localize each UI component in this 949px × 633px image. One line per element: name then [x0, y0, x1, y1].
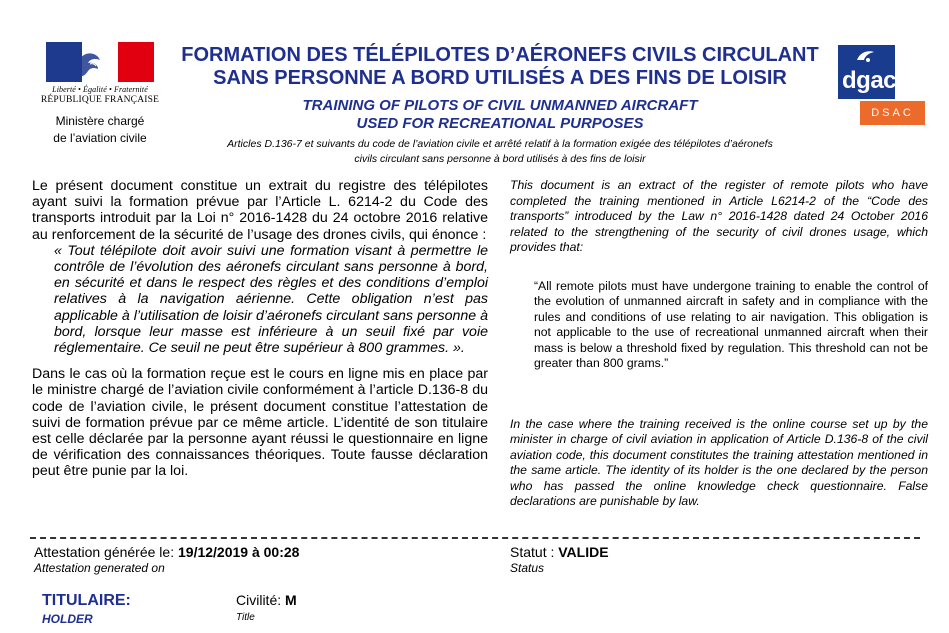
- civility-label-en: Title: [236, 612, 255, 623]
- page-title-en: [170, 97, 830, 133]
- ministry-name: [40, 113, 160, 147]
- ministry-line-2: de l’aviation civile: [53, 131, 147, 145]
- republique-francaise-logo: [40, 42, 160, 147]
- civility: [236, 592, 297, 608]
- french-quote: « Tout télépilote doit avoir suivi une formation visant à permettre le contrôle de l’évolution des aéronefs circulant sans personne à bord, en sécurité et dans le respect des règles et des conditions d’emploi relatives à la navigation aérienne. Cette obligation n’est pas applicable à l’utilisation de loisir d’aéronefs circulant sans personne à bord, lorsque leur masse est inférieure à un seuil fixé par voie réglementaire. Ce seuil ne peut être supérieur à 800 grammes. ».: [54, 242, 488, 357]
- attestation-label: Attestation générée le:: [34, 544, 175, 560]
- civility-label: Civilité:: [236, 592, 282, 608]
- republic-name: RÉPUBLIQUE FRANÇAISE: [40, 95, 160, 105]
- dgac-wing-icon: [854, 48, 878, 66]
- english-quote: “All remote pilots must have undergone training to enable the control of the evolution of unmanned aircraft in safety and in compliance with the rules and conditions of use relating to air navigation. This obligation is not applicable to the use of recreational unmanned aircraft when their mass is below a threshold fixed by regulation. This threshold can not be greater than 800 grams.”: [534, 278, 928, 370]
- status: [510, 544, 609, 560]
- title-en-line-2: USED FOR RECREATIONAL PURPOSES: [356, 115, 644, 132]
- attestation-label-en: Attestation generated on: [34, 561, 165, 575]
- ministry-line-1: Ministère chargé: [55, 114, 145, 128]
- status-label-en: Status: [510, 561, 545, 575]
- english-intro: This document is an extract of the register of remote pilots who have completed the training mentioned in Article L6214-2 of the “Code des transports” introduced by the Law n° 2016-1428 dated 24 October 2016 related to the strengthening of the security of civil drones usage, which provides that:: [510, 178, 928, 254]
- civility-value: M: [285, 592, 297, 608]
- english-column: [510, 178, 928, 510]
- french-paragraph-2: Dans le cas où la formation reçue est le cours en ligne mis en place par le ministre chargé de l’aviation civile conformément à l’article D.136-8 du code de l’aviation civile, le présent document constitue l’attestation de suivi de formation prévue par ce même article. L’identité de son titulaire est celle déclarée par la personne ayant réussi le questionnaire en ligne de vérification des connaissances théoriques. Toute fausse déclaration peut être punie par la loi.: [32, 366, 488, 480]
- page-title-fr: [170, 44, 830, 90]
- status-label: Statut :: [510, 544, 555, 560]
- dsac-badge: DSAC: [860, 101, 925, 125]
- title-en-line-1: TRAINING OF PILOTS OF CIVIL UNMANNED AIRCRAFT: [302, 97, 698, 114]
- reference-line-2: civils circulant sans personne à bord utilisés à des fins de loisir: [354, 153, 646, 165]
- english-paragraph-2: In the case where the training received is the online course set up by the minister in charge of civil aviation in application of Article D.136-8 of the civil aviation code, this document constitutes the training attestation mentioned in the same article. The identity of its holder is the one declared by the person who has passed the online knowledge check questionnaire. False declarations are punishable by law.: [510, 416, 928, 508]
- marianne-flag-icon: [46, 42, 154, 82]
- dgac-logo: [838, 45, 925, 125]
- french-intro: Le présent document constitue un extrait du registre des télépilotes ayant suivi la formation prévue par l’Article L. 6214-2 du Code des transports introduit par la Loi n° 2016-1428 du 24 octobre 2016 relative au renforcement de la sécurité de l’usage des drones civils, qui énonce :: [32, 178, 488, 243]
- legal-reference: [170, 137, 830, 167]
- holder-label-en: HOLDER: [42, 612, 93, 626]
- holder-label: TITULAIRE:: [42, 592, 131, 609]
- status-value: VALIDE: [558, 544, 609, 560]
- dgac-blue-block: [838, 45, 895, 99]
- title-fr-line-1: FORMATION DES TÉLÉPILOTES D’AÉRONEFS CIVILS CIRCULANT: [181, 44, 819, 66]
- dgac-wordmark: dgac: [842, 67, 897, 94]
- title-fr-line-2: SANS PERSONNE A BORD UTILISÉS A DES FINS DE LOISIR: [213, 67, 787, 89]
- attestation-date: [34, 544, 299, 560]
- dashed-divider: [30, 537, 920, 539]
- reference-line-1: Articles D.136-7 et suivants du code de l’aviation civile et arrêté relatif à la formation exigée des télépilotes d’aéronefs: [227, 138, 773, 150]
- republic-motto: Liberté • Égalité • Fraternité: [52, 85, 148, 94]
- attestation-value: 19/12/2019 à 00:28: [178, 544, 300, 560]
- french-column: [32, 178, 488, 480]
